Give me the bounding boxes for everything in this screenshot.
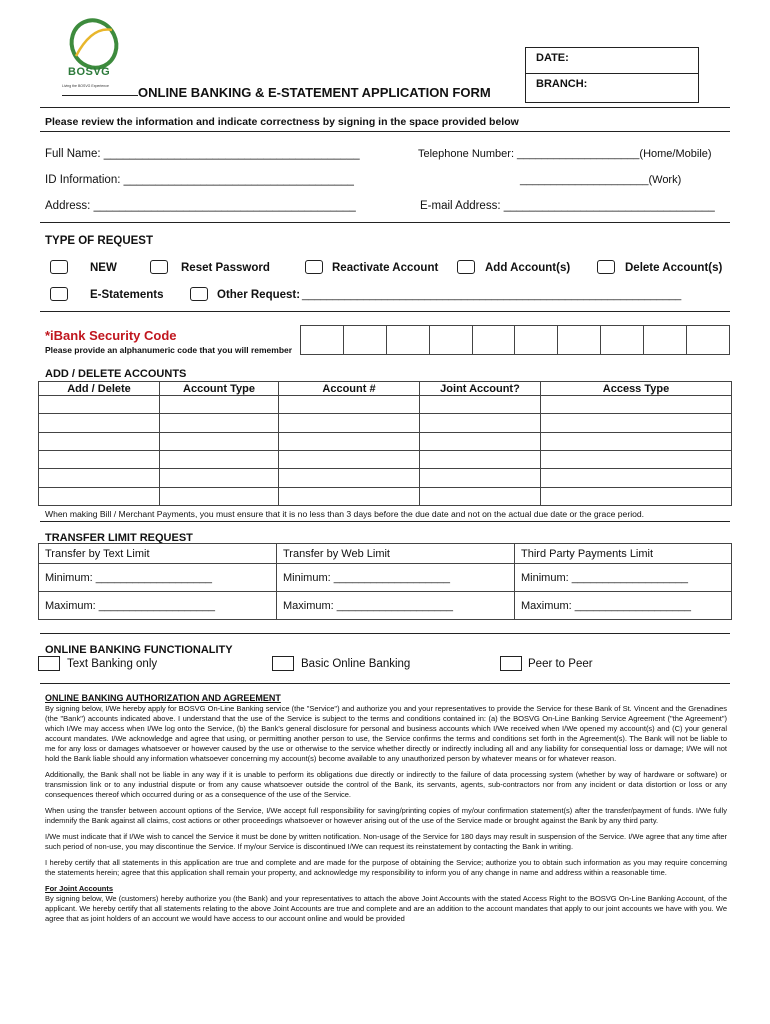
work-phone-field[interactable]: _____________________(Work) — [520, 174, 682, 186]
logo-tagline: Living the BOSVG Experience — [62, 84, 109, 88]
section-divider-2 — [40, 311, 730, 312]
transfer-text-heading: Transfer by Text Limit — [39, 544, 277, 564]
agreement-paragraph: By signing below, I/We hereby apply for BOSVG On-Line Banking service (the "Service") and authorize you and your representatives to provide the Service for these Bank of St. Vincent and the Grenadines (the "Bank") accounts indicated above. I understand that the use of the Service is subject to the terms and conditions contained in: (a) the BOSVG On-Line Banking Service Agreement ("the Agreement") which I/We may access when I/We log onto the Service, (b) the Bank's general disclosure for personal and business accounts which I/We received when I/We opened my account(s) and (C) your general account mandates. I/We acknowledge and agree that using, or permitting another person to use, the Service confirms the terms and conditions set forth in the Agreement(s). The Bank will not be liable to me for any loss or damages whatsoever or however caused by the use or otherwise to the service whether directly or indirectly including all and any liability for consequential loss or damage; I/We will not hold the Bank liable should any information whatsoever concerning my account(s) become available to any unauthorized person by whatever means or for whatever reason. — [45, 704, 727, 763]
date-branch-box — [525, 47, 699, 103]
web-minimum-field[interactable]: Minimum: ___________________ — [277, 564, 515, 592]
title-divider — [40, 107, 730, 108]
code-box[interactable] — [687, 326, 730, 355]
date-field[interactable] — [526, 48, 698, 74]
col-account-number: Account # — [279, 382, 420, 396]
add-accounts-label: Add Account(s) — [485, 262, 571, 274]
security-code-subtext: Please provide an alphanumeric code that you will remember — [45, 345, 293, 355]
section-divider-3 — [40, 521, 730, 522]
code-box[interactable] — [386, 326, 429, 355]
peer-to-peer-checkbox[interactable] — [500, 656, 522, 671]
accounts-header-row — [39, 382, 732, 396]
branch-field[interactable] — [526, 74, 698, 100]
table-row[interactable] — [39, 396, 732, 414]
text-minimum-field[interactable]: Minimum: ___________________ — [39, 564, 277, 592]
basic-online-banking-checkbox[interactable] — [272, 656, 294, 671]
transfer-web-heading: Transfer by Web Limit — [277, 544, 515, 564]
agreement-paragraph: I hereby certify that all statements in this application are true and complete and are made for the purpose of obtaining the Service; authorize you to obtain such information as you may require concerning the statements herein; agree that this application shall remain your property, and acknowledge my responsibility to inform you of any change in name and address within a reasonable time. — [45, 858, 727, 877]
add-accounts-checkbox[interactable] — [457, 260, 475, 274]
table-row[interactable] — [39, 469, 732, 487]
text-banking-label: Text Banking only — [67, 658, 158, 670]
payment-note: When making Bill / Merchant Payments, you must ensure that it is no less than 3 days before the due date and not on the actual due date or the grace period. — [45, 509, 645, 519]
third-party-minimum-field[interactable]: Minimum: ___________________ — [515, 564, 732, 592]
e-statements-checkbox[interactable] — [50, 287, 68, 301]
agreement-paragraph: I/We must indicate that if I/We wish to cancel the Service it must be done by written notification. Non-usage of the Service for 180 days may result in suspension of the Service. I/We agree that any time after such period of non-use, you may discontinue the Service. If my/our Service is discontinued I/We can request its reinstatement by contacting the Bank in writing. — [45, 832, 727, 851]
agreement-heading: ONLINE BANKING AUTHORIZATION AND AGREEMENT — [45, 693, 281, 703]
logo-underline — [62, 95, 138, 96]
table-row[interactable] — [39, 432, 732, 450]
e-statements-label: E-Statements — [90, 289, 164, 301]
code-box[interactable] — [301, 326, 344, 355]
id-info-field[interactable]: ID Information: ____________________________________ — [45, 174, 354, 186]
section-divider-4 — [40, 633, 730, 634]
delete-accounts-label: Delete Account(s) — [625, 262, 723, 274]
security-code-boxes[interactable] — [300, 325, 730, 355]
basic-online-banking-label: Basic Online Banking — [301, 658, 411, 670]
third-party-maximum-field[interactable]: Maximum: ___________________ — [515, 592, 732, 620]
code-box[interactable] — [515, 326, 558, 355]
delete-accounts-checkbox[interactable] — [597, 260, 615, 274]
code-box[interactable] — [601, 326, 644, 355]
code-box[interactable] — [558, 326, 601, 355]
type-of-request-heading: TYPE OF REQUEST — [45, 235, 153, 247]
text-maximum-field[interactable]: Maximum: ___________________ — [39, 592, 277, 620]
address-field[interactable]: Address: _________________________________________ — [45, 200, 356, 212]
text-banking-checkbox[interactable] — [38, 656, 60, 671]
email-field[interactable]: E-mail Address: _________________________________ — [420, 200, 715, 212]
col-access-type: Access Type — [541, 382, 732, 396]
new-checkbox[interactable] — [50, 260, 68, 274]
peer-to-peer-label: Peer to Peer — [528, 658, 593, 670]
reset-password-label: Reset Password — [181, 262, 270, 274]
col-add-delete: Add / Delete — [39, 382, 160, 396]
full-name-field[interactable]: Full Name: ________________________________________ — [45, 148, 360, 160]
accounts-table — [38, 381, 732, 506]
transfer-table — [38, 543, 732, 620]
reactivate-account-label: Reactivate Account — [332, 262, 439, 274]
web-maximum-field[interactable]: Maximum: ___________________ — [277, 592, 515, 620]
table-row[interactable] — [39, 450, 732, 468]
section-divider-5 — [40, 683, 730, 684]
reactivate-account-checkbox[interactable] — [305, 260, 323, 274]
table-row[interactable] — [39, 414, 732, 432]
branch-label: BRANCH: — [536, 78, 588, 90]
accounts-heading: ADD / DELETE ACCOUNTS — [45, 368, 187, 380]
section-divider-1 — [40, 222, 730, 223]
other-request-checkbox[interactable] — [190, 287, 208, 301]
other-request-line[interactable]: ______________________________________________________________ — [302, 289, 682, 301]
third-party-heading: Third Party Payments Limit — [515, 544, 732, 564]
logo-text: BOSVG — [68, 66, 111, 78]
telephone-field[interactable]: Telephone Number: ____________________(Home/Mobile) — [418, 148, 712, 160]
reset-password-checkbox[interactable] — [150, 260, 168, 274]
other-request-label: Other Request: — [217, 289, 301, 301]
notice-divider — [40, 131, 730, 132]
code-box[interactable] — [429, 326, 472, 355]
agreement-paragraph: Additionally, the Bank shall not be liable in any way if it is unable to perform its obligations due directly or indirectly to the failure of data processing system (whether by way of hardware or software) or transmission link or to any industrial dispute or from any cause whatsoever outside the control of the Bank, its servants, agents, sub-contractors nor from any incident or data distortion or loss or any consequences thereof which occurred during or as a consequence of the use of the Service. — [45, 770, 727, 799]
agreement-paragraph: When using the transfer between account options of the Service, I/We accept full responsibility for saving/printing copies of my/our confirmation statement(s) after the transfer/payment of funds. I/We fully indemnify the Bank against all claims, cost actions or other proceedings whatsoever or however arising out of the use of the Service made or brought against the Bank by any third party. — [45, 806, 727, 825]
transfer-heading: TRANSFER LIMIT REQUEST — [45, 532, 193, 544]
security-code-heading: *iBank Security Code — [45, 328, 177, 343]
code-box[interactable] — [343, 326, 386, 355]
new-label: NEW — [90, 262, 117, 274]
agreement-body — [45, 704, 727, 924]
code-box[interactable] — [644, 326, 687, 355]
date-label: DATE: — [536, 52, 569, 64]
code-box[interactable] — [472, 326, 515, 355]
form-title: ONLINE BANKING & E-STATEMENT APPLICATION FORM — [138, 85, 491, 100]
functionality-heading: ONLINE BANKING FUNCTIONALITY — [45, 644, 233, 656]
col-joint-account: Joint Account? — [420, 382, 541, 396]
notice-text: Please review the information and indicate correctness by signing in the space provided below — [45, 116, 519, 128]
joint-accounts-text: By signing below, We (customers) hereby authorize you (the Bank) and your representatives to attach the above Joint Accounts with the stated Access Right to the BOSVG On-Line Banking Account, of the applicant. We hereby certify that all statements relating to the above Joint Accounts are true and complete and are an addition to the account mandates that apply to our joint accounts we have with you. We agree that as joint holders of an account we would have access to our account online and would be provided — [45, 894, 727, 923]
col-account-type: Account Type — [160, 382, 279, 396]
table-row[interactable] — [39, 487, 732, 505]
joint-accounts-heading: For Joint Accounts — [45, 884, 114, 893]
